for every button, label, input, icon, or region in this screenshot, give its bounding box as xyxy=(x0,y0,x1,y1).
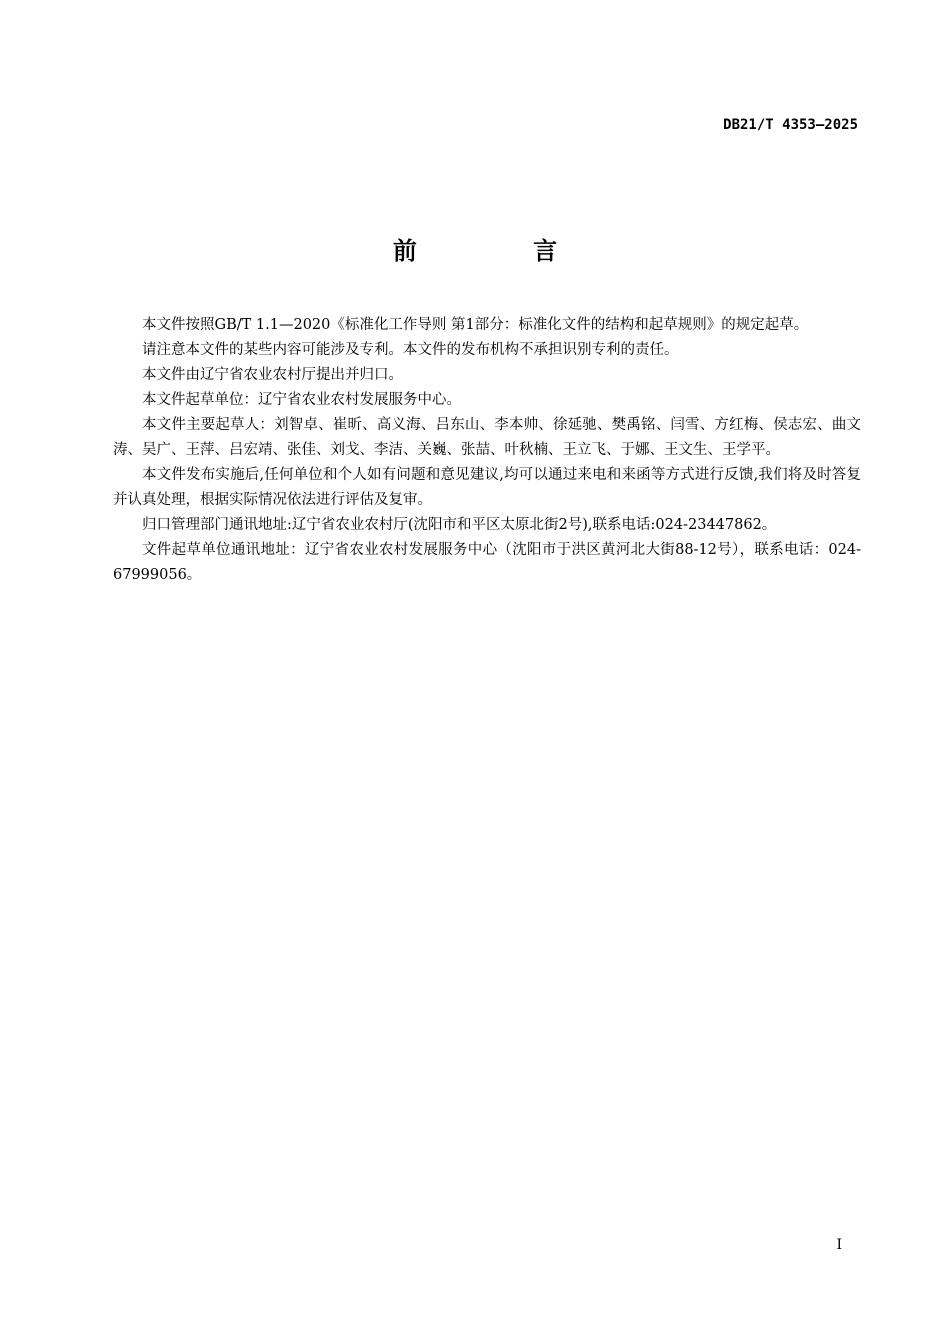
paragraph-proposer: 本文件由辽宁省农业农村厅提出并归口。 xyxy=(142,367,403,383)
paragraph-management-contact: 归口管理部门通讯地址:辽宁省农业农村厅(沈阳市和平区太原北街2号),联系电话:024-23447862。 xyxy=(142,517,777,533)
page-title: 前 言 xyxy=(392,237,612,265)
paragraph-drafting-basis: 本文件按照GB/T 1.1—2020《标准化工作导则 第1部分：标准化文件的结构和起草规则》的规定起草。 xyxy=(142,317,809,333)
foreword-body xyxy=(113,313,861,588)
document-code: DB21/T 4353—2025 xyxy=(723,117,858,133)
paragraph-feedback: 本文件发布实施后,任何单位和个人如有问题和意见建议,均可以通过来电和来函等方式进行反馈,我们将及时答复并认真处理，根据实际情况依法进行评估及复审。 xyxy=(113,467,861,508)
paragraph-drafting-unit: 本文件起草单位：辽宁省农业农村发展服务中心。 xyxy=(142,392,461,408)
paragraph-drafters: 本文件主要起草人：刘智卓、崔昕、高义海、吕东山、李本帅、徐延驰、樊禹铭、闫雪、方红梅、侯志宏、曲文涛、吴广、王萍、吕宏靖、张佳、刘戈、李洁、关巍、张喆、叶秋楠、王立飞、于娜、王文生、王学平。 xyxy=(113,417,861,458)
paragraph-drafting-contact: 文件起草单位通讯地址：辽宁省农业农村发展服务中心（沈阳市于洪区黄河北大街88-12号），联系电话：024-67999056。 xyxy=(113,542,861,583)
page-number: I xyxy=(836,1237,842,1253)
paragraph-patent-notice: 请注意本文件的某些内容可能涉及专利。本文件的发布机构不承担识别专利的责任。 xyxy=(142,342,679,358)
